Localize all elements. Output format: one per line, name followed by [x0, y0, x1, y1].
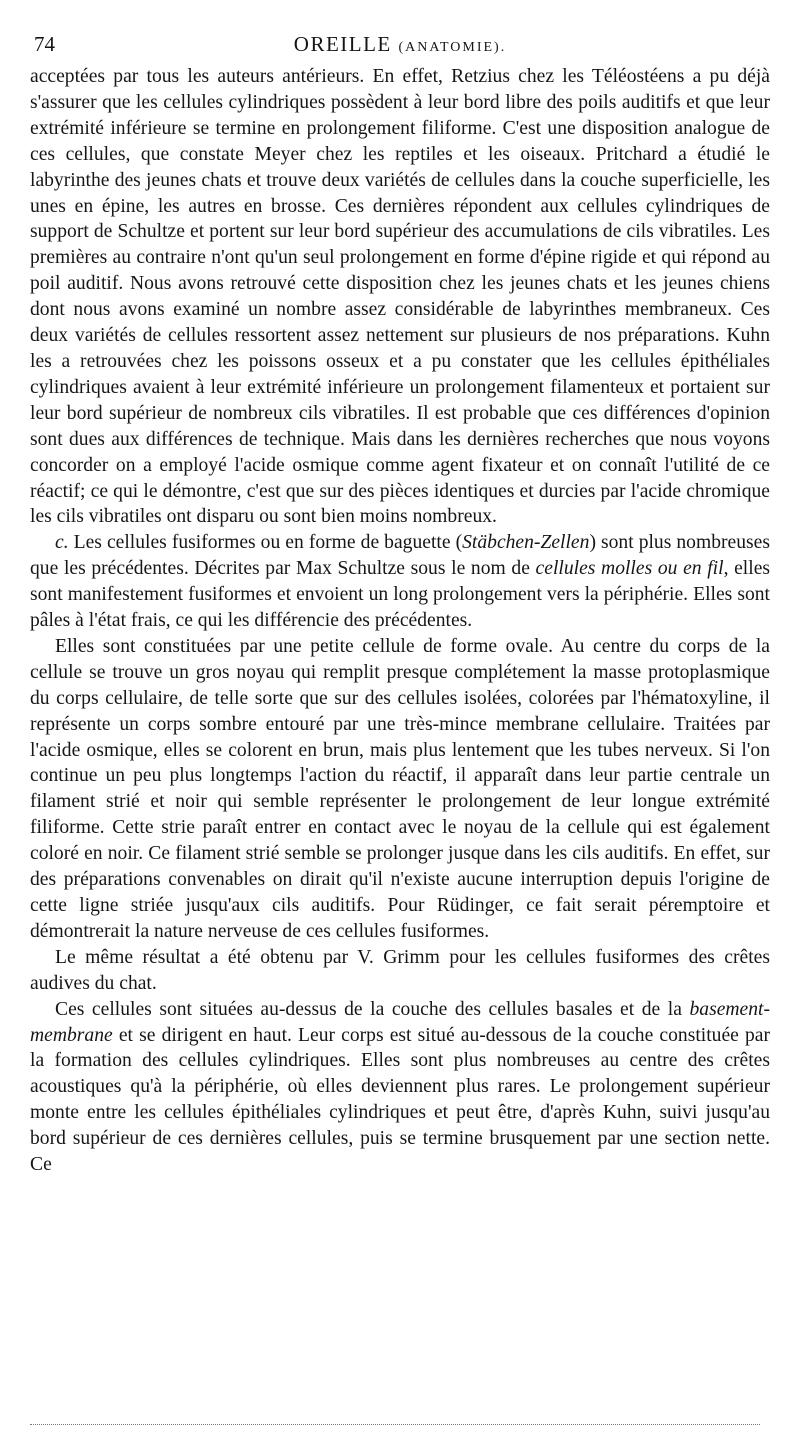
paragraph-5-segment: basement-membrane: [30, 998, 770, 1046]
paragraph-4-segment: Le même résultat a été obtenu par V. Grimm pour les cellules fusiformes des crêtes audives du chat.: [30, 946, 770, 994]
paragraph-4: [30, 945, 770, 997]
paragraph-5-segment: et se dirigent en haut. Leur corps est situé au-dessous de la couche constituée par la formation des cellules cylindriques. Elles sont plus nombreuses au centre des crêtes acoustiques qu'à la périphérie, où elles deviennent plus rares. Le prolongement supérieur monte entre les cellules épithéliales cylindriques et peut être, d'après Kuhn, suivi jusqu'au bord supérieur de ces dernières cellules, puis se termine brusquement par une section nette. Ce: [30, 1024, 770, 1176]
running-title-subtitle: (ANATOMIE).: [398, 40, 507, 55]
footer-rule: [30, 1424, 760, 1425]
paragraph-5: [30, 997, 770, 1178]
running-header: [30, 24, 770, 64]
paragraph-2-segment: ) sont plus nombreuses que les précédentes. Décrites par Max Schultze sous le nom de: [30, 532, 770, 580]
paragraph-5-segment: Ces cellules sont situées au-dessus de la couche des cellules basales et de la: [55, 998, 690, 1020]
running-title: [30, 24, 770, 68]
paragraph-2-segment: cellules molles ou en fil: [535, 558, 724, 580]
running-title-main: OREILLE: [293, 32, 392, 56]
paragraph-3: [30, 634, 770, 945]
page-number: 74: [34, 32, 55, 56]
paragraph-2: [30, 530, 770, 634]
page: [30, 24, 770, 1178]
paragraph-3-segment: Elles sont constituées par une petite cellule de forme ovale. Au centre du corps de la cellule se trouve un gros noyau qui remplit presque complétement la masse protoplasmique du corps cellulaire, de telle sorte que sur des cellules isolées, colorées par l'hématoxyline, il représente un corps sombre entouré par une très-mince membrane cellulaire. Traitées par l'acide osmique, elles se colorent en brun, mais plus lentement que les tubes nerveux. Si l'on continue un peu plus longtemps l'action du réactif, il apparaît dans leur partie centrale un filament strié et noir qui semble représenter le prolongement de leur longue extrémité filiforme. Cette strie paraît entrer en contact avec le noyau de la cellule qui est également coloré en noir. Ce filament strié semble se prolonger jusque dans les cils auditifs. En effet, sur des préparations convenables on dirait qu'il n'existe aucune interruption depuis l'origine de cette ligne striée jusqu'aux cils auditifs. Pour Rüdinger, ce fait serait péremptoire et démontrerait la nature nerveuse de ces cellules fusiformes.: [30, 635, 770, 942]
paragraph-1-segment: acceptées par tous les auteurs antérieurs. En effet, Retzius chez les Téléostéens a pu déjà s'assurer que les cellules cylindriques possèdent à leur bord libre des poils auditifs et que leur extrémité inférieure se termine en prolongement filiforme. C'est une disposition analogue de ces cellules, que constate Meyer chez les reptiles et les oiseaux. Pritchard a étudié le labyrinthe des jeunes chats et trouve deux variétés de cellules dans la couche superficielle, les unes en épine, les autres en brosse. Ces dernières répondent aux cellules cylindriques de support de Schultze et portent sur leur bord supérieur des accumulations de cils vibratiles. Les premières au contraire n'ont qu'un seul prolongement en forme d'épine rigide et qui répond au poil auditif. Nous avons retrouvé cette disposition chez les jeunes chats et les jeunes chiens dont nous avons examiné un nombre assez considérable de labyrinthes membraneux. Ces deux variétés de cellules ressortent assez nettement sur plusieurs de nos préparations. Kuhn les a retrouvées chez les poissons osseux et a pu constater que les cellules épithéliales cylindriques avaient à leur extrémité inférieure un prolongement filamenteux et portaient sur leur bord supérieur de nombreux cils vibratiles. Il est probable que ces différences d'opinion sont dues aux différences de technique. Mais dans les dernières recherches que nous voyons concorder on a employé l'acide osmique comme agent fixateur et on connaît l'utilité de ce réactif; ce qui le démontre, c'est que sur des pièces identiques et durcies par l'acide chromique les cils vibratiles ont disparu ou sont bien moins nombreux.: [30, 66, 770, 528]
paragraph-2-segment: Les cellules fusiformes ou en forme de baguette (: [68, 532, 463, 554]
paragraph-1: [30, 64, 770, 530]
paragraph-2-segment: Stäbchen-Zellen: [462, 532, 590, 554]
body-text: [30, 64, 770, 1178]
paragraph-2-segment: , elles sont manifestement fusiformes et envoient un long prolongement vers la périphérie. Elles sont pâles à l'état frais, ce qui les différencie des précédentes.: [30, 558, 771, 632]
paragraph-2-segment: c.: [55, 532, 69, 554]
